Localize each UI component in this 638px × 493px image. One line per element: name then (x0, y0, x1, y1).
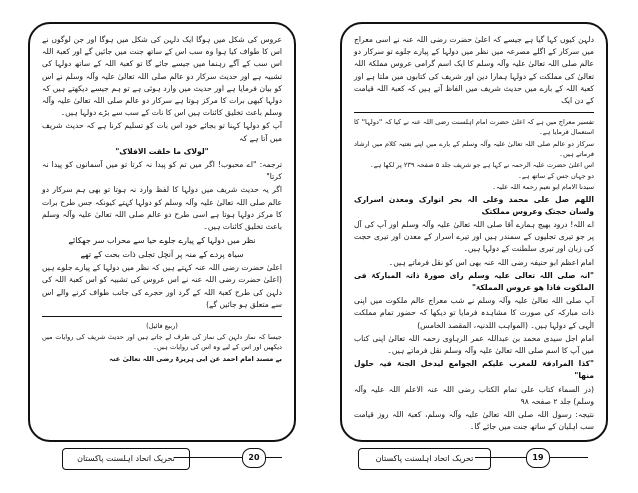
note-item: سرکار دو عالم صلی اللہ تعالیٰ علیہ وآلہ وسلم کے بارے میں اپنے نعتیہ کلام میں ارشاد فرماتے ہیں۔ (354, 139, 594, 158)
numbered-notes (354, 117, 594, 192)
page-19 (340, 22, 608, 442)
paragraph: اے اللہ! درود بھیج ہمارے آقا صلی اللہ تعالیٰ علیہ وآلہ وسلم اور آپ کی آل پر جو تیری تجلیوں کے سمندر ہیں اور تیرے اسرار کے معدن اور تیری حجت کی زبان اور تیری سلطنت کے دولہا ہیں۔ (354, 220, 594, 254)
paragraph: اگر یہ حدیث شریف میں دولہا کا لفظ وارد نہ ہوتا تو بھی ہم سرکار دو عالم صلی اللہ تعالیٰ علیہ وآلہ وسلم کو دولہا کہتے کیونکہ جس طرح برات کا مرکز دولہا ہوتا ہے اسی طرح دو عالم صلی اللہ تعالیٰ علیہ وآلہ وسلم باعث تخلیق کائنات ہیں۔ (42, 185, 282, 232)
footnote: جیسا کہ نماز دلہن کی نماز کی طرف لے جاتے ہیں اور حدیث شریف کی روایات میں دیکھیں اور اس کے لیے وہ اس کی روایات ہیں۔ (42, 333, 282, 352)
verse-line: نظر میں دولہا کے پیارے جلوے حیا سے محراب سر جھکائے (68, 236, 256, 246)
page-number: 20 (242, 448, 266, 468)
note-item: تفسیر معراج میں ہے کہ اعلیٰ حضرت امام اہلسنت رضی اللہ عنہ نے کیا کہ ''دولہا'' کا استعمال فرمایا ہے۔ (354, 118, 594, 137)
arabic-quote: "کذا المرادفۃ للمغرب علیکم الجوامع لیدخل الجنۃ فیہ حلول منھا" (354, 359, 594, 381)
arabic-quote: "انہ صلی اللہ تعالی علیہ وسلم رای صورۃ ذاتہ المبارکۃ فی الملکوت فاذا ھو عروس المملکۃ" (354, 270, 594, 293)
footnotes (42, 321, 282, 364)
note-item: دو جہاں جس کے ساتھ ہے۔ (517, 172, 594, 181)
footer-rule (475, 457, 526, 458)
paragraph: دلہن کیوں کہا گیا ہے جیسے کہ اعلیٰ حضرت رضی اللہ عنہ نے اسی معراج میں سرکار کے اگلے مصرعہ میں نظر میں دولہا کے پیارے جلوے تو سرکار دو عالم صلی اللہ تعالیٰ علیہ وآلہ وسلم کا ایک اسم گرامی عروس مملکۃ اللہ تعالیٰ کی مملکت کے دولہا ہمارا دین اور شریف کی کتابوں میں ملتا ہے اور کعبۃ اللہ کے بارے میں حدیث شریف میں الفاظ آتے ہیں کہ کعبۃ اللہ قیامت کے دن ایک (354, 35, 594, 106)
footer-rule (550, 457, 588, 458)
paragraph: اعلیٰ حضرت رضی اللہ عنہ کہتے ہیں کہ نظر میں دولہا کے پیارے جلوے ہیں (اعلیٰ حضرت رضی اللہ عنہ نے اس عروس کی تشبیہ کو اس کعبۃ اللہ کی دلہن کی طرح کعبۃ اللہ کے گرد اور حجرے کی جانب طواف کرنے والے اس سے متعلق ہو جائیں گے) (42, 263, 282, 309)
note-item: سیدنا الامام ابو نعیم رحمۃ اللہ علیہ۔ (492, 183, 594, 192)
footnote-divider (42, 316, 282, 317)
footer-banner: تحریک اتحاد اہلسنت پاکستان (62, 448, 190, 470)
paragraph: آپ کو دولہا کہنا تو بجائے خود اس بات کو تسلیم کرنا ہے کہ حدیث شریف میں آتا ہے کہ (42, 121, 282, 143)
paragraph: (در السماء کتاب علی تمام الکتاب رضی اللہ عنہ الاعلم اللہ علیہ وآلہ وسلم) جلد ۲ صفحہ ۹۸ (354, 384, 594, 406)
paragraph: نتیجہ: رسول اللہ صلی اللہ تعالیٰ علیہ وآلہ وسلم، کعبۃ اللہ روز قیامت سب اہلیان کے ساتھ جنت میں جائے گا۔ (354, 410, 594, 432)
footer-rule (174, 457, 242, 458)
paragraph: امام اعظم ابو حنیفہ رضی اللہ عنہ بھی اس کو نقل فرماتے ہیں۔ (388, 257, 594, 267)
note-item: اس اعلیٰ حضرت علیہ الرحمہ نے کہا ہے جو شریف جلد ۵ صفحہ ۲۳۹ پر لکھا ہے۔ (369, 161, 594, 170)
page-19-body (354, 34, 594, 434)
paragraph: آپ صلی اللہ تعالیٰ علیہ وآلہ وسلم نے شب معراج عالم ملکوت میں اپنی ذات مبارکہ کی صورت کا مشاہدہ فرمایا تو دیکھا کہ حضور تمام مملکت الٰہی کے دولہا ہیں۔ (المواہب اللدنیہ، المقصد الخامس) (354, 296, 594, 330)
footnote: بے مسند امام احمد عن ابی ہریرۃ رضی اللہ تعالیٰ عنہ (109, 354, 282, 363)
paragraph: امام اجل سیدی محمد بن عبداللہ عمر الرہاوی رحمہ اللہ تعالیٰ اپنی کتاب میں آپ کا اسم صلی اللہ تعالیٰ علیہ وآلہ وسلم نقل فرماتے ہیں۔ (354, 333, 594, 356)
page-20-body (42, 34, 282, 364)
poetry-couplet (42, 234, 282, 262)
hadith-heading: "لولاک ما خلقت الافلاک" (115, 146, 209, 156)
translation: ترجمہ: "اے محبوب! اگر میں تم کو پیدا نہ کرتا تو میں آسمانوں کو پیدا نہ کرتا" (42, 160, 282, 182)
page-number: 19 (526, 448, 550, 468)
page-20 (28, 22, 296, 442)
page-20-footer (62, 446, 282, 472)
footer-rule (266, 457, 282, 458)
footer-banner: تحریک اتحاد اہلسنت پاکستان (358, 448, 491, 470)
footnote-title: (ربیع فائیل) (146, 322, 178, 331)
arabic-durood: اللھم صل علی محمد وعلی الہ بحر انوارک ومعدن اسرارک ولسان حجتک وعروس مملکتک (354, 194, 594, 216)
paragraph: عروس کی شکل میں ہوگا ایک دلہن کی شکل میں ہوگا اور جن لوگوں نے اس کا طواف کیا ہوا وہ سب اس کے ساتھ جنت میں جائیں گے اور کعبۃ اللہ اس سب کے آگے رہنما میں جیسے جائے گا تو کعبۃ اللہ کے ساتھ دولہا کی تشبیہ ہے اور حدیث سرکار دو عالم صلی اللہ تعالیٰ علیہ وآلہ وسلم نے اس کو بیان فرمایا ہے اور حدیث میں وارد ہوئی ہے تو ہم جیسے دیکھتے ہیں کہ دولہا کبھی برات کا مرکز ہوتا ہے سرکار دو عالم صلی اللہ تعالیٰ علیہ وآلہ وسلم باعث تخلیق کائنات ہیں اس کا نات کے سب سے بڑے دولہا ہیں۔ (42, 35, 282, 118)
divider (354, 112, 594, 113)
verse-line: سیاہ پردے کے منہ پر آنچل تجلی ذات بحت کے تھے (80, 250, 244, 260)
page-19-footer (358, 446, 588, 472)
